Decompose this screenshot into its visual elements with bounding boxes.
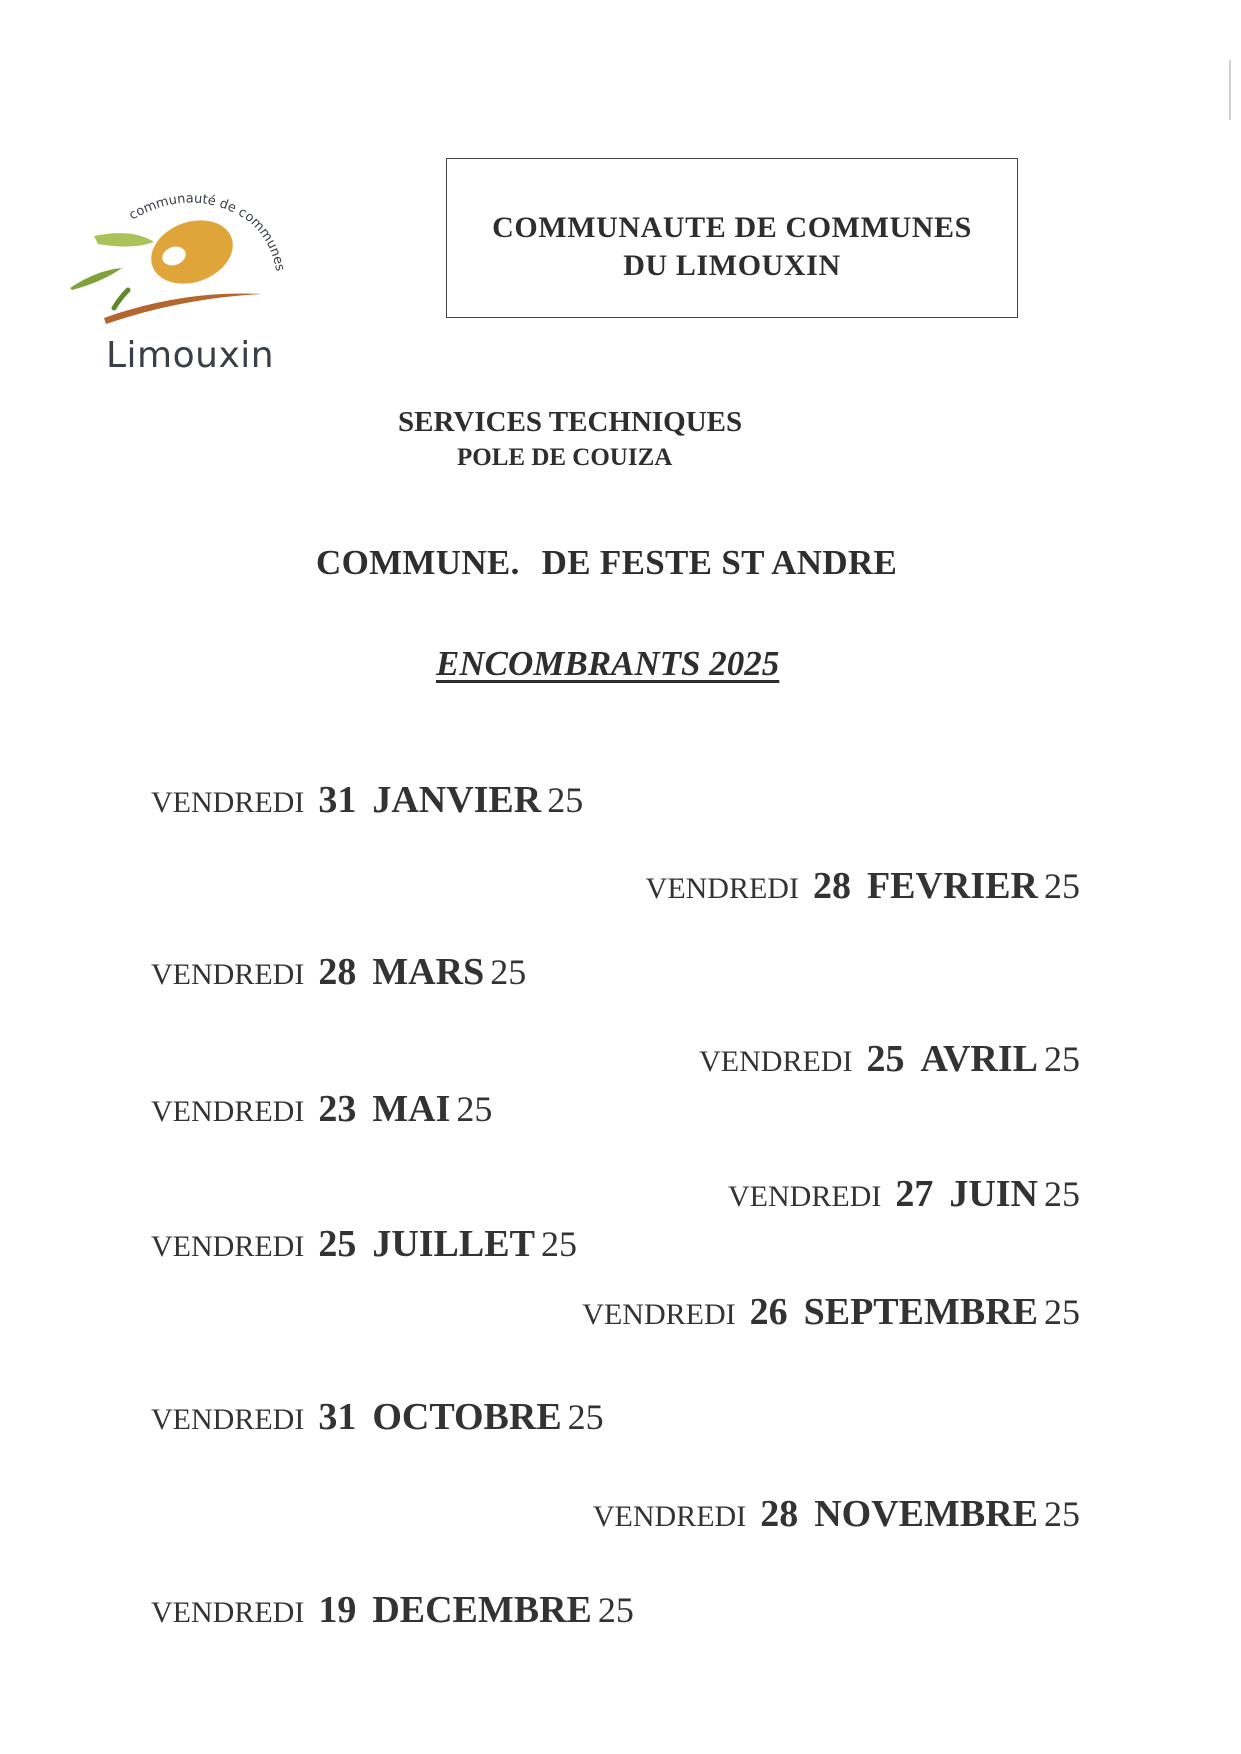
date-month: AVRIL <box>920 1038 1038 1080</box>
page-title: ENCOMBRANTS 2025 <box>436 644 780 683</box>
date-month: JANVIER <box>372 779 542 821</box>
date-day: 23 <box>318 1088 357 1130</box>
date-day: 25 <box>866 1038 905 1080</box>
date-day: 28 <box>318 951 357 993</box>
date-row-mai <box>151 1087 492 1131</box>
date-row-mars <box>151 950 526 994</box>
date-month: DECEMBRE <box>372 1589 592 1631</box>
date-weekday: VENDREDI <box>151 1095 305 1128</box>
date-year: 25 <box>540 1224 577 1264</box>
header-line-2: DU LIMOUXIN <box>623 249 841 282</box>
date-weekday: VENDREDI <box>151 958 305 991</box>
date-day: 28 <box>760 1493 799 1535</box>
date-weekday: VENDREDI <box>582 1298 736 1331</box>
header-line-1: COMMUNAUTE DE COMMUNES <box>492 211 972 244</box>
date-weekday: VENDREDI <box>151 1596 305 1629</box>
date-year: 25 <box>567 1397 604 1437</box>
communaute-logo <box>62 190 302 390</box>
logo-arc-text: communauté de communes <box>126 191 288 273</box>
logo-swoosh <box>104 294 262 325</box>
date-row-fevrier <box>646 864 1080 908</box>
date-day: 28 <box>812 865 851 907</box>
date-row-juillet <box>151 1222 577 1266</box>
date-year: 25 <box>547 780 584 820</box>
date-weekday: VENDREDI <box>151 786 305 819</box>
logo-leaf-left <box>70 268 122 290</box>
date-day: 31 <box>318 779 357 821</box>
logo-wordmark: Limouxin <box>106 335 275 376</box>
date-month: SEPTEMBRE <box>803 1291 1038 1333</box>
date-year: 25 <box>1044 1039 1080 1079</box>
date-month: FEVRIER <box>866 865 1038 907</box>
date-year: 25 <box>456 1089 493 1129</box>
date-weekday: VENDREDI <box>645 872 799 905</box>
date-year: 25 <box>597 1590 634 1630</box>
header-box <box>446 158 1018 318</box>
date-row-avril <box>699 1037 1080 1081</box>
date-year: 25 <box>1044 1292 1080 1332</box>
date-row-janvier <box>151 778 583 822</box>
date-month: JUILLET <box>372 1223 535 1265</box>
date-year: 25 <box>1044 866 1080 906</box>
date-row-septembre <box>582 1290 1080 1334</box>
date-month: MARS <box>372 951 485 993</box>
date-row-juin <box>728 1172 1080 1216</box>
date-year: 25 <box>490 952 527 992</box>
date-month: JUIN <box>949 1173 1038 1215</box>
date-row-novembre <box>593 1492 1080 1536</box>
date-day: 25 <box>318 1223 357 1265</box>
logo-leaf-top <box>94 233 154 246</box>
logo-stroke <box>114 290 128 308</box>
date-month: MAI <box>372 1088 451 1130</box>
commune-name <box>316 543 897 583</box>
date-row-octobre <box>151 1395 604 1439</box>
date-weekday: VENDREDI <box>592 1500 747 1533</box>
date-year: 25 <box>1044 1174 1080 1214</box>
date-day: 19 <box>318 1589 357 1631</box>
commune-label: COMMUNE. <box>316 543 520 582</box>
logo-olive <box>142 209 241 294</box>
services-title: SERVICES TECHNIQUES <box>398 406 743 438</box>
date-row-decembre <box>151 1588 634 1632</box>
date-weekday: VENDREDI <box>151 1403 305 1436</box>
logo-graphic <box>62 190 302 350</box>
date-month: OCTOBRE <box>372 1396 562 1438</box>
date-weekday: VENDREDI <box>728 1180 882 1213</box>
date-weekday: VENDREDI <box>699 1045 853 1078</box>
scan-edge-mark <box>1229 60 1231 120</box>
services-subtitle: POLE DE COUIZA <box>457 444 673 471</box>
date-month: NOVEMBRE <box>814 1493 1038 1535</box>
date-year: 25 <box>1044 1494 1080 1534</box>
date-day: 31 <box>318 1396 357 1438</box>
date-weekday: VENDREDI <box>151 1230 305 1263</box>
date-day: 26 <box>749 1291 788 1333</box>
commune-place: DE FESTE ST ANDRE <box>541 543 898 582</box>
date-day: 27 <box>895 1173 934 1215</box>
